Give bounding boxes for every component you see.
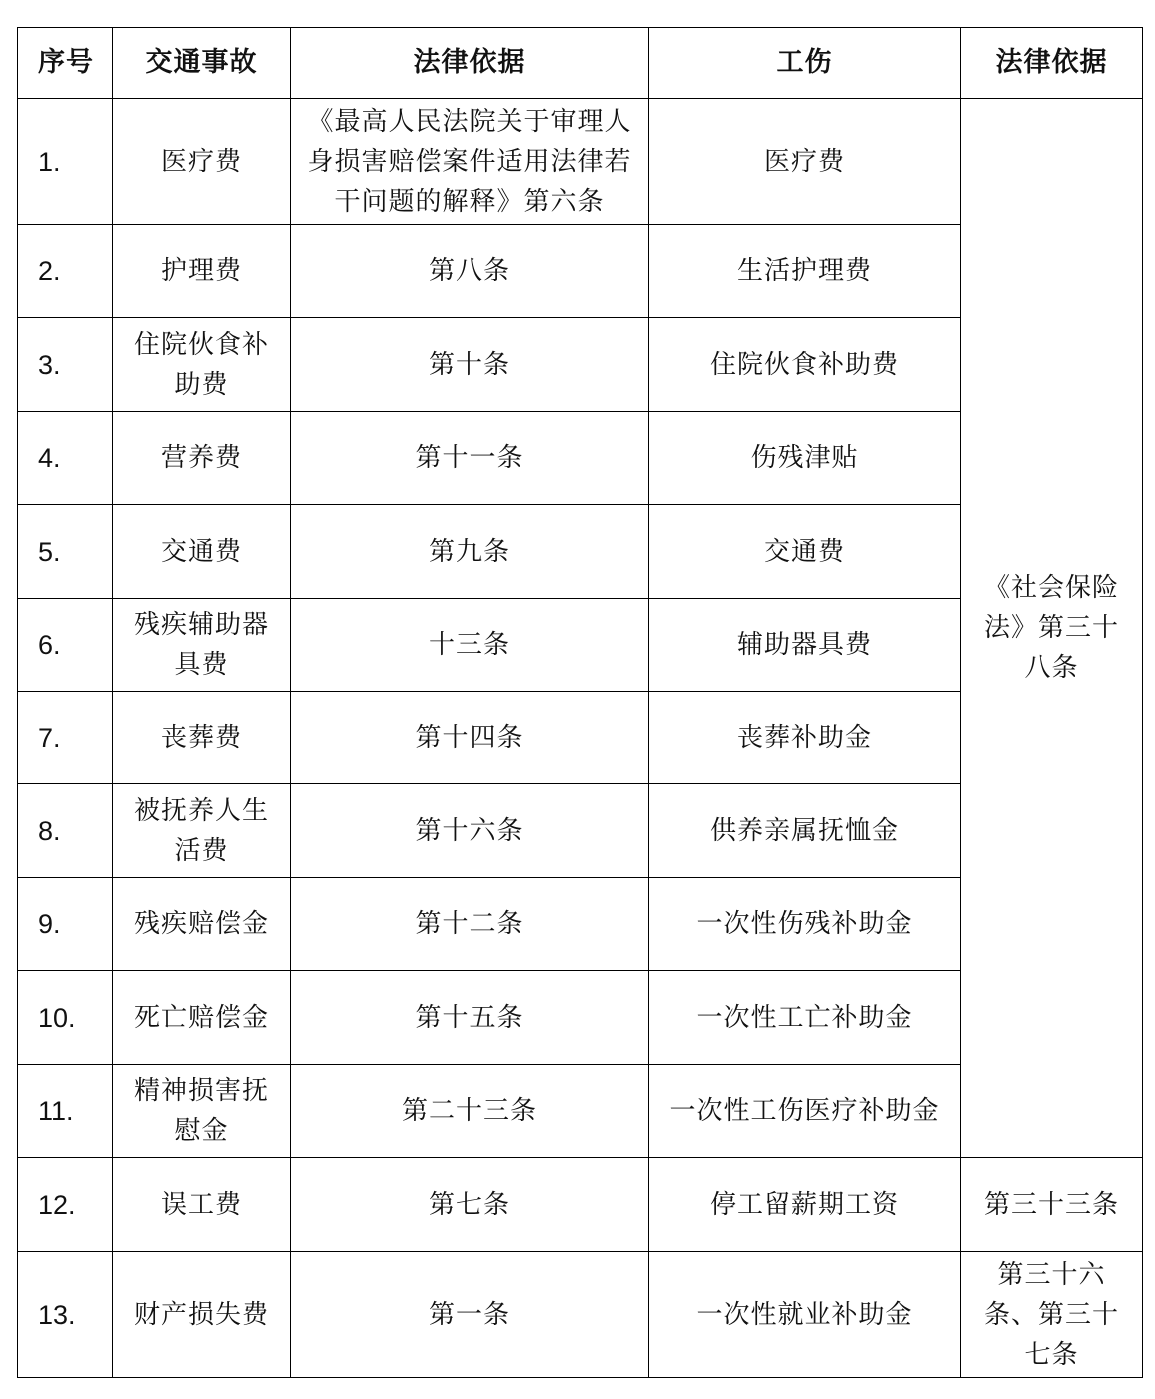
header-work-injury: 工伤 — [649, 28, 961, 99]
row-injury-item: 一次性工亡补助金 — [649, 971, 961, 1065]
row-traffic-basis: 第十二条 — [291, 878, 649, 971]
row-injury-item: 医疗费 — [649, 99, 961, 225]
compensation-comparison-table — [17, 27, 1143, 1378]
row-traffic-item: 残疾辅助器具费 — [113, 599, 291, 692]
row-seq: 12. — [18, 1158, 113, 1252]
row-traffic-basis: 十三条 — [291, 599, 649, 692]
row-seq: 10. — [18, 971, 113, 1065]
row-injury-item: 伤残津贴 — [649, 412, 961, 505]
row-traffic-basis: 第九条 — [291, 505, 649, 599]
row-traffic-basis: 第十四条 — [291, 692, 649, 784]
row-traffic-basis: 第八条 — [291, 225, 649, 318]
row-injury-item: 交通费 — [649, 505, 961, 599]
row-injury-item: 丧葬补助金 — [649, 692, 961, 784]
row-traffic-basis: 第一条 — [291, 1252, 649, 1378]
row-traffic-item: 营养费 — [113, 412, 291, 505]
table-row — [18, 99, 1143, 225]
header-traffic-accident: 交通事故 — [113, 28, 291, 99]
row-seq: 1. — [18, 99, 113, 225]
row-injury-item: 停工留薪期工资 — [649, 1158, 961, 1252]
row-traffic-item: 丧葬费 — [113, 692, 291, 784]
row-traffic-item: 被抚养人生活费 — [113, 784, 291, 878]
row-seq: 9. — [18, 878, 113, 971]
row-injury-item: 供养亲属抚恤金 — [649, 784, 961, 878]
table-row — [18, 1252, 1143, 1378]
row-traffic-item: 医疗费 — [113, 99, 291, 225]
row-seq: 6. — [18, 599, 113, 692]
header-seq: 序号 — [18, 28, 113, 99]
row-traffic-item: 残疾赔偿金 — [113, 878, 291, 971]
merged-injury-basis: 《社会保险法》第三十八条 — [961, 99, 1143, 1158]
row-seq: 7. — [18, 692, 113, 784]
row-traffic-item: 死亡赔偿金 — [113, 971, 291, 1065]
row-traffic-item: 精神损害抚慰金 — [113, 1065, 291, 1158]
row-seq: 11. — [18, 1065, 113, 1158]
row-traffic-basis: 第十五条 — [291, 971, 649, 1065]
row-traffic-basis: 《最高人民法院关于审理人身损害赔偿案件适用法律若干问题的解释》第六条 — [291, 99, 649, 225]
header-injury-legal-basis: 法律依据 — [961, 28, 1143, 99]
row-traffic-item: 住院伙食补助费 — [113, 318, 291, 412]
row-traffic-item: 误工费 — [113, 1158, 291, 1252]
row-traffic-basis: 第二十三条 — [291, 1065, 649, 1158]
row-seq: 13. — [18, 1252, 113, 1378]
row-injury-item: 一次性工伤医疗补助金 — [649, 1065, 961, 1158]
row-injury-basis: 第三十六条、第三十七条 — [961, 1252, 1143, 1378]
row-traffic-item: 护理费 — [113, 225, 291, 318]
row-injury-basis: 第三十三条 — [961, 1158, 1143, 1252]
row-seq: 3. — [18, 318, 113, 412]
row-injury-item: 住院伙食补助费 — [649, 318, 961, 412]
row-seq: 8. — [18, 784, 113, 878]
table-row — [18, 1158, 1143, 1252]
row-injury-item: 一次性伤残补助金 — [649, 878, 961, 971]
row-seq: 5. — [18, 505, 113, 599]
row-injury-item: 辅助器具费 — [649, 599, 961, 692]
row-traffic-item: 财产损失费 — [113, 1252, 291, 1378]
row-traffic-basis: 第七条 — [291, 1158, 649, 1252]
row-traffic-item: 交通费 — [113, 505, 291, 599]
header-traffic-legal-basis: 法律依据 — [291, 28, 649, 99]
row-injury-item: 生活护理费 — [649, 225, 961, 318]
row-traffic-basis: 第十条 — [291, 318, 649, 412]
row-traffic-basis: 第十六条 — [291, 784, 649, 878]
row-seq: 4. — [18, 412, 113, 505]
row-traffic-basis: 第十一条 — [291, 412, 649, 505]
table-header-row — [18, 28, 1143, 99]
row-injury-item: 一次性就业补助金 — [649, 1252, 961, 1378]
row-seq: 2. — [18, 225, 113, 318]
